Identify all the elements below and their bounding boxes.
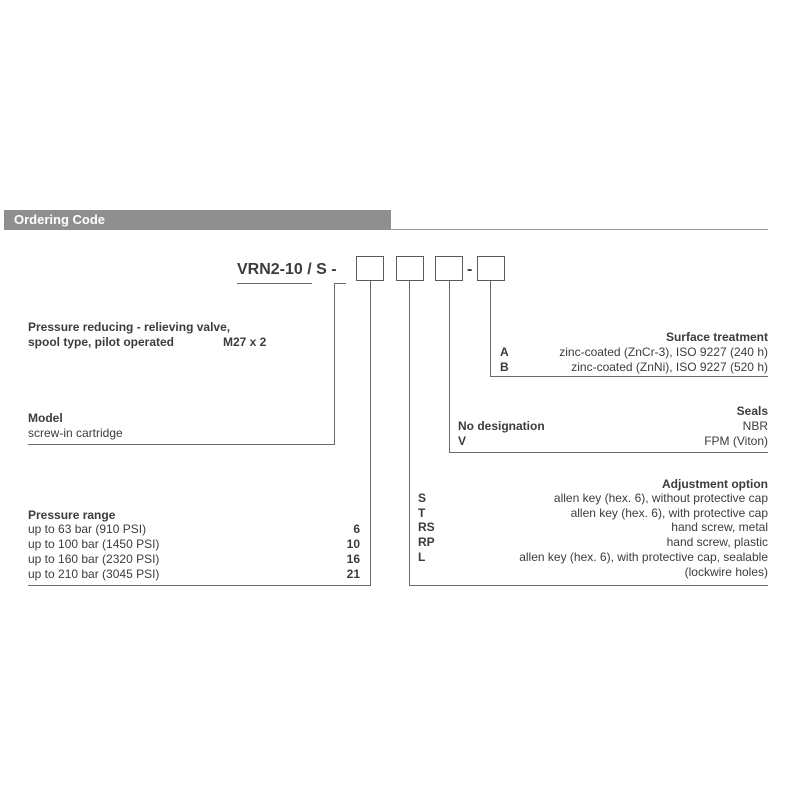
- seals-title: Seals: [736, 404, 768, 418]
- pressure-item-label: up to 63 bar (910 PSI): [28, 522, 147, 536]
- adjustment-item-label: allen key (hex. 6), without protective cap: [553, 491, 768, 505]
- model-title: Model: [28, 411, 63, 425]
- surface-item-code: B: [500, 360, 509, 374]
- connector-surface-bottom: [490, 376, 768, 377]
- connector-seals-vertical: [449, 281, 450, 453]
- seals-item-label: FPM (Viton): [704, 434, 768, 448]
- connector-description: [237, 283, 312, 284]
- description-line2: spool type, pilot operated: [28, 335, 175, 349]
- surface-item-label: zinc-coated (ZnCr-3), ISO 9227 (240 h): [559, 345, 768, 359]
- adjustment-item-label: hand screw, plastic: [666, 535, 768, 549]
- surface-item-code: A: [500, 345, 509, 359]
- connector-pressure-vertical: [370, 281, 371, 586]
- code-box-seals: [435, 256, 463, 281]
- adjustment-item-label: allen key (hex. 6), with protective cap, sealable: [519, 550, 768, 564]
- pressure-item-code: 21: [346, 567, 360, 581]
- connector-surface-vertical: [490, 281, 491, 377]
- model-value: screw-in cartridge: [28, 426, 123, 440]
- adjustment-item-code: RP: [418, 535, 435, 549]
- connector-adjustment-vertical: [409, 281, 410, 586]
- seals-item-code: No designation: [458, 419, 545, 433]
- connector-adjustment-bottom: [409, 585, 768, 586]
- connector-model-vertical: [334, 283, 335, 444]
- seals-item-label: NBR: [742, 419, 768, 433]
- ordering-code-dash: -: [467, 261, 473, 278]
- surface-title: Surface treatment: [665, 330, 768, 344]
- surface-item-label: zinc-coated (ZnNi), ISO 9227 (520 h): [571, 360, 768, 374]
- ordering-code-prefix: VRN2-10 / S -: [237, 261, 337, 278]
- code-box-adjustment: [396, 256, 424, 281]
- pressure-title: Pressure range: [28, 508, 116, 522]
- code-box-surface: [477, 256, 505, 281]
- pressure-item-label: up to 100 bar (1450 PSI): [28, 537, 160, 551]
- seals-item-code: V: [458, 434, 467, 448]
- adjustment-item-code: S: [418, 491, 427, 505]
- adjustment-item-code: T: [418, 506, 426, 520]
- adjustment-note: (lockwire holes): [684, 565, 768, 579]
- header-divider: [391, 229, 768, 230]
- pressure-item-code: 10: [346, 537, 360, 551]
- adjustment-title: Adjustment option: [662, 477, 768, 491]
- adjustment-item-label: allen key (hex. 6), with protective cap: [570, 506, 768, 520]
- adjustment-item-code: L: [418, 550, 426, 564]
- description-line1: Pressure reducing - relieving valve,: [28, 320, 231, 334]
- adjustment-item-label: hand screw, metal: [671, 520, 768, 534]
- connector-model-top: [334, 283, 346, 284]
- code-box-pressure: [356, 256, 384, 281]
- connector-seals-bottom: [449, 452, 768, 453]
- connector-model-bottom: [28, 444, 335, 445]
- description-thread: M27 x 2: [223, 335, 267, 349]
- pressure-item-label: up to 210 bar (3045 PSI): [28, 567, 160, 581]
- connector-pressure-bottom: [28, 585, 371, 586]
- pressure-item-code: 16: [346, 552, 360, 566]
- section-title: Ordering Code: [14, 212, 106, 227]
- pressure-item-code: 6: [353, 522, 360, 536]
- pressure-item-label: up to 160 bar (2320 PSI): [28, 552, 160, 566]
- adjustment-item-code: RS: [418, 520, 435, 534]
